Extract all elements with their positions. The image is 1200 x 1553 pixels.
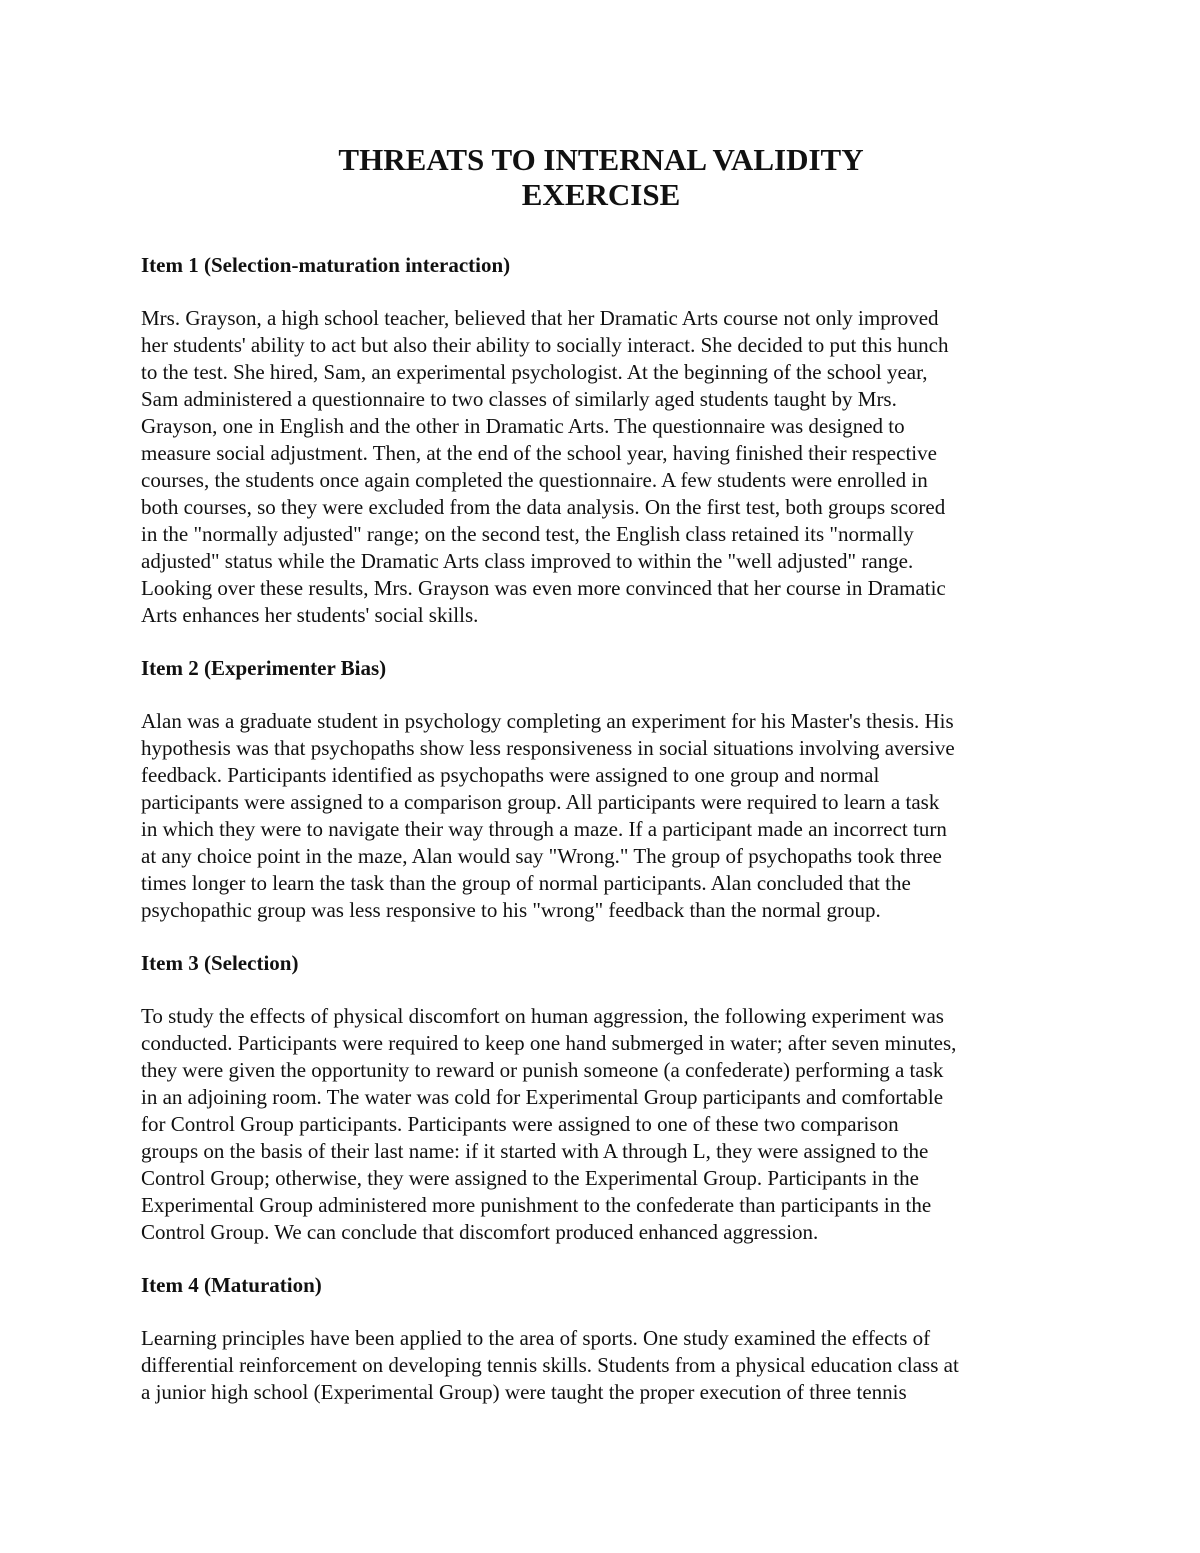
text-line: Control Group. We can conclude that discomfort produced enhanced aggression. — [141, 1220, 819, 1244]
text-line: in which they were to navigate their way through a maze. If a participant made an incorrect turn — [141, 817, 947, 841]
item-4-paragraph — [141, 1325, 1061, 1406]
text-line: a junior high school (Experimental Group) were taught the proper execution of three tennis — [141, 1380, 907, 1404]
item-4-heading: Item 4 (Maturation) — [141, 1273, 322, 1297]
text-line: Alan was a graduate student in psychology completing an experiment for his Master's thesis. His — [141, 709, 954, 733]
text-line: they were given the opportunity to reward or punish someone (a confederate) performing a task — [141, 1058, 944, 1082]
text-line: adjusted" status while the Dramatic Arts class improved to within the "well adjusted" range. — [141, 549, 914, 573]
text-line: differential reinforcement on developing tennis skills. Students from a physical education class at — [141, 1353, 959, 1377]
item-4-section — [141, 1272, 1061, 1406]
text-line: at any choice point in the maze, Alan would say "Wrong." The group of psychopaths took three — [141, 844, 942, 868]
text-line: hypothesis was that psychopaths show less responsiveness in social situations involving aversive — [141, 736, 955, 760]
text-line: Experimental Group administered more punishment to the confederate than participants in the — [141, 1193, 932, 1217]
title-line-1: THREATS TO INTERNAL VALIDITY — [338, 142, 864, 177]
text-line: Mrs. Grayson, a high school teacher, believed that her Dramatic Arts course not only improved — [141, 306, 939, 330]
text-line: feedback. Participants identified as psychopaths were assigned to one group and normal — [141, 763, 880, 787]
text-line: courses, the students once again completed the questionnaire. A few students were enrolled in — [141, 468, 928, 492]
text-line: Learning principles have been applied to the area of sports. One study examined the effects of — [141, 1326, 931, 1350]
text-line: participants were assigned to a comparison group. All participants were required to learn a task — [141, 790, 940, 814]
text-line: her students' ability to act but also their ability to socially interact. She decided to put this hunch — [141, 333, 949, 357]
text-line: Sam administered a questionnaire to two classes of similarly aged students taught by Mrs. — [141, 387, 897, 411]
item-1-paragraph — [141, 305, 1061, 629]
item-1-section — [141, 252, 1061, 629]
text-line: times longer to learn the task than the group of normal participants. Alan concluded that the — [141, 871, 911, 895]
title-line-2: EXERCISE — [521, 177, 681, 212]
text-line: Looking over these results, Mrs. Grayson was even more convinced that her course in Dramatic — [141, 576, 946, 600]
text-line: Arts enhances her students' social skills. — [141, 603, 479, 627]
document-page — [141, 142, 1061, 1432]
text-line: in the "normally adjusted" range; on the second test, the English class retained its "normally — [141, 522, 914, 546]
item-3-heading: Item 3 (Selection) — [141, 951, 299, 975]
text-line: conducted. Participants were required to keep one hand submerged in water; after seven minutes, — [141, 1031, 957, 1055]
text-line: for Control Group participants. Participants were assigned to one of these two comparison — [141, 1112, 899, 1136]
text-line: Grayson, one in English and the other in Dramatic Arts. The questionnaire was designed to — [141, 414, 905, 438]
item-2-paragraph — [141, 708, 1061, 924]
item-2-section — [141, 655, 1061, 924]
text-line: psychopathic group was less responsive to his "wrong" feedback than the normal group. — [141, 898, 881, 922]
text-line: to the test. She hired, Sam, an experimental psychologist. At the beginning of the school year, — [141, 360, 928, 384]
text-line: in an adjoining room. The water was cold for Experimental Group participants and comfortable — [141, 1085, 944, 1109]
text-line: Control Group; otherwise, they were assigned to the Experimental Group. Participants in the — [141, 1166, 919, 1190]
item-3-paragraph — [141, 1003, 1061, 1246]
text-line: To study the effects of physical discomfort on human aggression, the following experiment was — [141, 1004, 944, 1028]
item-2-heading: Item 2 (Experimenter Bias) — [141, 656, 387, 680]
text-line: groups on the basis of their last name: if it started with A through L, they were assigned to the — [141, 1139, 929, 1163]
document-title — [141, 142, 1061, 212]
item-1-heading: Item 1 (Selection-maturation interaction) — [141, 253, 511, 277]
text-line: both courses, so they were excluded from the data analysis. On the first test, both groups scored — [141, 495, 946, 519]
item-3-section — [141, 950, 1061, 1246]
text-line: measure social adjustment. Then, at the end of the school year, having finished their respective — [141, 441, 937, 465]
